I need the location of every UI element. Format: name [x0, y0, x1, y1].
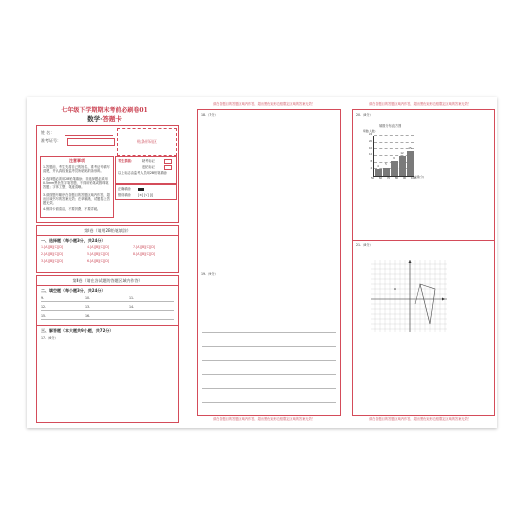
info-panel	[36, 125, 179, 223]
answer-line-5[interactable]	[202, 388, 336, 389]
fill-q14: 14.	[129, 305, 135, 309]
choice-q3[interactable]: 3.[A][B][C][D]	[41, 259, 64, 263]
histogram-bar-value: 4	[377, 164, 379, 168]
histogram-bar	[391, 161, 398, 176]
choice-q1[interactable]: 1.[A][B][C][D]	[41, 245, 64, 249]
answer-line-4[interactable]	[202, 374, 336, 375]
subject-name: 数学	[87, 115, 101, 123]
answer-line-1[interactable]	[202, 332, 336, 333]
exam-title: 七年级下学期期末考前必刷卷01	[61, 107, 148, 114]
answer-sheet	[27, 97, 497, 428]
absent-mark-label: 缺考标记	[142, 159, 155, 163]
fill-line-3[interactable]	[41, 319, 174, 320]
histogram-x-tick: 90	[403, 177, 407, 180]
notice-item-2: 2.选择题必须用2B铅笔填涂；非选择题必须用0.5mm黑色签字笔答题，不得用铅笔或圆珠笔答题；字体工整、笔迹清晰。	[43, 177, 109, 189]
wrong-fill-marks: [×] [√] [/]	[138, 193, 154, 197]
histogram-gridline	[374, 142, 414, 143]
answer-divider	[37, 325, 178, 326]
fill-q16: 16.	[85, 314, 91, 318]
histogram-bar-value: 9	[393, 156, 395, 160]
column-3	[345, 97, 495, 428]
histogram	[363, 124, 429, 190]
histogram-y-tick: 4	[370, 166, 372, 170]
histogram-plot-area	[373, 136, 414, 177]
fill-q13: 13.	[85, 305, 91, 309]
absent-note: 以上标志由监考人员用2B铅笔填涂	[118, 171, 167, 175]
choice-q5[interactable]: 5.[A][B][C][D]	[87, 252, 110, 256]
histogram-y-ticks	[365, 133, 372, 176]
notice-item-4: 4.保持卡面清洁，不要折叠、不要弄破。	[43, 207, 101, 211]
histogram-bar	[399, 156, 406, 176]
histogram-bar-value: 15	[408, 146, 412, 150]
coordinate-grid-graphic	[371, 260, 447, 332]
histogram-x-tick: 100	[411, 177, 416, 180]
correct-fill-label: 正确填涂	[118, 187, 131, 191]
histogram-x-tick: 80	[395, 177, 399, 180]
barcode-label: 贴条形码区	[137, 139, 157, 144]
histogram-y-tick: 20	[368, 139, 372, 143]
answer-title: 三、解答题（本大题共9小题，共72分）	[41, 328, 114, 333]
fill-example-box	[115, 184, 177, 200]
wrong-fill-label: 错误填涂	[118, 193, 131, 197]
correct-fill-mark	[138, 188, 144, 191]
question-17-label: 17.（6分）	[41, 336, 58, 340]
histogram-bar-value: 12	[400, 151, 404, 155]
column2-top-warning: 请在各题目的答题区域内作答，超出黑色矩形边框限定区域的答案无效！	[213, 102, 315, 106]
histogram-title: 频数分布直方图	[379, 124, 402, 128]
subject-title: 数学·答题卡	[87, 115, 122, 123]
choice-q8[interactable]: 8.[A][B][C][D]	[133, 252, 156, 256]
violation-mark-label: 违纪标记	[142, 165, 155, 169]
histogram-bar-value: 5	[385, 163, 387, 167]
choice-q2[interactable]: 2.[A][B][C][D]	[41, 252, 64, 256]
section1-title: 第Ⅰ卷（请用2B铅笔填涂）	[84, 228, 131, 233]
column3-answer-panel	[352, 109, 495, 416]
histogram-xlabel: 成绩(分)	[414, 176, 424, 179]
fill-q9: 9.	[41, 296, 45, 300]
section2-panel	[36, 275, 179, 423]
notice-item-1: 1.答题前，考生先将自己的姓名，准考证号填写清楚，并认真检查监考员所粘贴的条形码。	[43, 165, 110, 173]
column3-top-warning: 请在各题目的答题区域内作答，超出黑色矩形边框限定区域的答案无效！	[369, 102, 471, 106]
fill-q11: 11.	[129, 296, 135, 300]
subject-suffix: 答题卡	[102, 115, 122, 123]
histogram-y-tick: 12	[368, 153, 372, 157]
answer-line-6[interactable]	[202, 402, 336, 403]
violation-checkbox[interactable]	[164, 165, 172, 170]
choice-q6[interactable]: 6.[A][B][C][D]	[87, 259, 110, 263]
name-label: 姓 名：	[41, 130, 55, 135]
column3-bottom-warning: 请在各题目的答题区域内作答，超出黑色矩形边框限定区域的答案无效！	[369, 417, 471, 421]
section2-divider	[37, 285, 178, 286]
fill-line-1[interactable]	[41, 301, 174, 302]
question-18-answer-area[interactable]	[201, 118, 337, 266]
histogram-gridline	[374, 135, 414, 136]
histogram-bar	[383, 168, 390, 176]
histogram-x-tick: 70	[387, 177, 391, 180]
histogram-bar	[375, 169, 382, 176]
fill-q15: 15.	[41, 314, 47, 318]
fill-q10: 10.	[85, 296, 91, 300]
notice-title: 注意事项	[69, 158, 85, 163]
name-underline	[65, 135, 113, 136]
answer-line-3[interactable]	[202, 360, 336, 361]
absent-box	[115, 156, 177, 184]
histogram-y-tick: 16	[368, 146, 372, 150]
question-20-label: 20.（8分）	[356, 113, 373, 117]
question-18-label: 18.（7分）	[201, 113, 218, 117]
answer-line-2[interactable]	[202, 346, 336, 347]
barcode-area	[117, 128, 177, 156]
choice-q4[interactable]: 4.[A][B][C][D]	[87, 245, 110, 249]
histogram-bar	[407, 151, 414, 176]
absent-checkbox[interactable]	[164, 159, 172, 164]
histogram-x-tick: 50	[371, 177, 375, 180]
choice-q7[interactable]: 7.[A][B][C][D]	[133, 245, 156, 249]
histogram-ylabel: 频数(人数)	[363, 130, 376, 133]
coordinate-grid	[371, 260, 447, 332]
histogram-y-tick: 24	[368, 133, 372, 137]
column-1	[27, 97, 182, 428]
id-boxes[interactable]	[67, 138, 115, 146]
id-label: 准考证号：	[41, 138, 61, 143]
column2-answer-panel	[197, 109, 341, 416]
column2-bottom-warning: 请在各题目的答题区域内作答，超出黑色矩形边框限定区域的答案无效！	[213, 417, 315, 421]
q20-q21-divider	[353, 240, 494, 241]
histogram-x-tick: 60	[379, 177, 383, 180]
section2-title: 第Ⅱ卷（请在各试题的答题区域内作答）	[72, 278, 143, 283]
choice-title: 一、选择题（每小题3分，共24分）	[41, 238, 106, 243]
notice-item-3: 3.请按题号顺序在各题目的答题区域内作答，超出区域书写的答案无效；在草稿纸、试题卷上答题无效。	[43, 193, 110, 205]
section1-divider	[37, 235, 178, 236]
question-17-answer-area[interactable]	[41, 342, 174, 418]
question-19-label: 19.（9分）	[201, 272, 218, 276]
question-21-label: 21.（8分）	[356, 243, 373, 247]
fill-q12: 12.	[41, 305, 47, 309]
absent-title: 考生禁填：	[118, 159, 134, 163]
histogram-x-ticks	[371, 177, 416, 182]
fill-line-2[interactable]	[41, 310, 174, 311]
notice-box	[40, 156, 114, 218]
fill-title: 二、填空题（每小题3分，共24分）	[41, 288, 106, 293]
column-2	[189, 97, 339, 428]
section1-panel	[36, 225, 179, 273]
histogram-y-tick: 8	[370, 159, 372, 163]
